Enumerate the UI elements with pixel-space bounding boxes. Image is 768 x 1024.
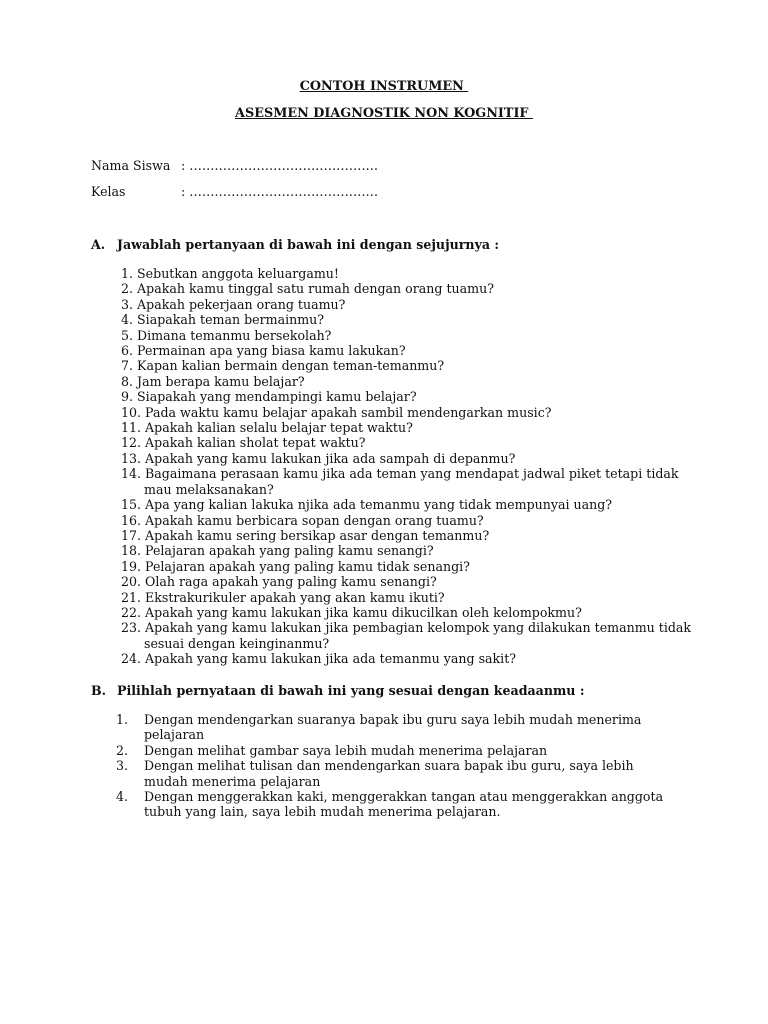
item-number: 18. [121, 543, 142, 559]
list-item [121, 328, 701, 343]
section-instruction: Jawablah pertanyaan di bawah ini dengan sejujurnya : [117, 237, 500, 252]
list-item [121, 420, 701, 435]
item-number: 6. [121, 343, 134, 359]
list-item [121, 451, 701, 466]
item-text: Apakah yang kamu lakukan jika ada sampah di depanmu? [145, 450, 516, 466]
item-text: Dimana temanmu bersekolah? [137, 327, 332, 343]
item-number: 24. [121, 651, 142, 667]
item-number: 14. [121, 466, 142, 482]
field-blank: : ……………………………………… [181, 184, 379, 199]
item-number: 22. [121, 604, 142, 620]
list-item [116, 712, 676, 743]
section-a-heading [91, 236, 499, 254]
section-letter: B. [91, 683, 107, 698]
list-item [121, 497, 701, 512]
list-item [121, 651, 701, 666]
list-item [116, 758, 676, 789]
item-text: Apakah kalian selalu belajar tepat waktu? [145, 420, 413, 436]
item-text: Kapan kalian bermain dengan teman-temanmu? [137, 358, 445, 374]
field-blank: : ……………………………………… [181, 158, 379, 173]
item-number: 9. [121, 389, 134, 405]
item-number: 2. [121, 281, 134, 297]
item-number: 10. [121, 404, 142, 420]
item-number: 21. [121, 589, 142, 605]
list-item [121, 543, 701, 558]
list-item [121, 266, 701, 281]
item-text: Apakah kalian sholat tepat waktu? [145, 435, 366, 451]
item-text: Apakah kamu berbicara sopan dengan orang tuamu? [145, 512, 484, 528]
list-item [116, 743, 676, 758]
item-text: Apakah yang kamu lakukan jika ada temanmu yang sakit? [145, 651, 517, 667]
item-text: Apa yang kalian lakuka njika ada temanmu yang tidak mempunyai uang? [145, 497, 613, 513]
item-text: Bagaimana perasaan kamu jika ada teman yang mendapat jadwal piket tetapi tidak mau melaksanakan? [144, 466, 679, 497]
item-text: Permainan apa yang biasa kamu lakukan? [137, 343, 406, 359]
item-text: Dengan melihat tulisan dan mendengarkan suara bapak ibu guru, saya lebih mudah menerima pelajaran [144, 758, 634, 789]
item-number: 13. [121, 450, 142, 466]
item-text: Olah raga apakah yang paling kamu senangi? [145, 574, 437, 590]
list-item [121, 590, 701, 605]
statement-list [116, 712, 676, 820]
list-item [121, 312, 701, 327]
item-text: Dengan menggerakkan kaki, menggerakkan tangan atau menggerakkan anggota tubuh yang lain, saya lebih mudah menerima pelajaran. [144, 789, 664, 820]
item-text: Dengan mendengarkan suaranya bapak ibu guru saya lebih mudah menerima pelajaran [144, 712, 642, 743]
item-number: 19. [121, 558, 142, 574]
field-label: Kelas [91, 184, 126, 199]
item-number: 5. [121, 327, 134, 343]
section-b-heading [91, 682, 585, 700]
list-item [121, 435, 701, 450]
item-number: 8. [121, 373, 134, 389]
list-item [121, 405, 701, 420]
list-item [121, 559, 701, 574]
item-number: 4. [121, 312, 134, 328]
item-text: Pelajaran apakah yang paling kamu senangi? [145, 543, 434, 559]
item-text: Apakah yang kamu lakukan jika pembagian kelompok yang dilakukan temanmu tidak sesuai dengan keinginanmu? [144, 620, 692, 651]
item-text: Apakah kamu sering bersikap asar dengan temanmu? [145, 527, 490, 543]
item-text: Apakah yang kamu lakukan jika kamu dikucilkan oleh kelompokmu? [145, 604, 582, 620]
list-item [121, 620, 701, 651]
item-number: 17. [121, 527, 142, 543]
item-number: 1. [116, 712, 129, 727]
item-text: Apakah pekerjaan orang tuamu? [137, 296, 346, 312]
item-number: 12. [121, 435, 142, 451]
list-item [121, 466, 701, 497]
item-number: 7. [121, 358, 134, 374]
section-instruction: Pilihlah pernyataan di bawah ini yang sesuai dengan keadaanmu : [117, 683, 585, 698]
document-title: CONTOH INSTRUMEN [299, 79, 469, 94]
item-text: Siapakah yang mendampingi kamu belajar? [137, 389, 417, 405]
list-item [121, 528, 701, 543]
field-label: Nama Siswa [91, 158, 171, 173]
item-number: 3. [116, 758, 129, 774]
list-item [121, 343, 701, 358]
list-item [121, 605, 701, 620]
item-text: Pelajaran apakah yang paling kamu tidak senangi? [145, 558, 470, 574]
item-number: 4. [116, 789, 129, 805]
item-number: 3. [121, 296, 134, 312]
item-text: Jam berapa kamu belajar? [137, 373, 305, 389]
item-text: Dengan melihat gambar saya lebih mudah menerima pelajaran [144, 742, 548, 758]
item-text: Pada waktu kamu belajar apakah sambil mendengarkan music? [145, 404, 552, 420]
item-text: Ekstrakurikuler apakah yang akan kamu ikuti? [145, 589, 445, 605]
item-text: Siapakah teman bermainmu? [137, 312, 325, 328]
item-text: Apakah kamu tinggal satu rumah dengan orang tuamu? [137, 281, 494, 297]
list-item [121, 374, 701, 389]
item-number: 16. [121, 512, 142, 528]
list-item [121, 297, 701, 312]
document-subtitle: ASESMEN DIAGNOSTIK NON KOGNITIF [235, 106, 533, 121]
list-item [121, 389, 701, 404]
list-item [121, 513, 701, 528]
list-item [116, 789, 676, 820]
item-number: 2. [116, 742, 129, 758]
question-list [121, 266, 701, 667]
list-item [121, 574, 701, 589]
item-number: 15. [121, 497, 142, 513]
item-number: 1. [121, 266, 134, 281]
list-item [121, 358, 701, 373]
item-text: Sebutkan anggota keluargamu! [137, 266, 339, 281]
item-number: 11. [121, 420, 142, 436]
section-letter: A. [91, 237, 106, 252]
list-item [121, 281, 701, 296]
item-number: 23. [121, 620, 142, 636]
item-number: 20. [121, 574, 142, 590]
